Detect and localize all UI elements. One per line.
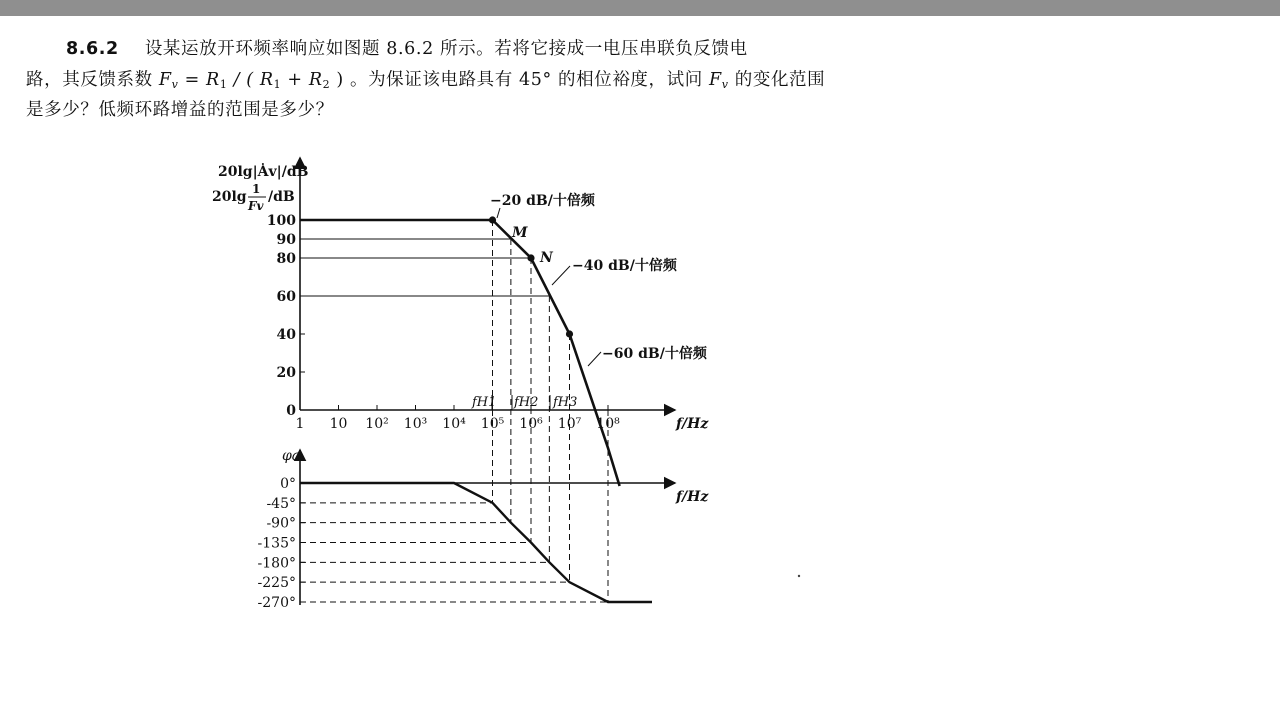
- r1b-subscript: 1: [273, 77, 282, 91]
- mag-x-tick-label: 10⁵: [480, 416, 505, 432]
- mag-x-tick-label: 1: [295, 416, 305, 432]
- phase-y-tick-label: -180°: [257, 555, 296, 572]
- mag-y-tick-label: 40: [276, 327, 296, 343]
- mag-x-tick-label: 10³: [403, 416, 428, 432]
- div-r1: / ( R: [227, 69, 274, 90]
- slope-60-label: −60 dB/十倍频: [602, 346, 707, 362]
- magnitude-marked-point: [566, 330, 573, 337]
- phase-y-tick-label: -135°: [257, 535, 296, 552]
- fv2-symbol: F: [709, 69, 722, 90]
- phase-y-tick-label: -90°: [266, 515, 296, 532]
- slope-20-label: −20 dB/十倍频: [490, 193, 595, 209]
- slope-20-leader: [497, 208, 500, 218]
- mag-axis-label-2b: /dB: [268, 189, 295, 205]
- mag-x-tick-label: 10⁸: [596, 416, 620, 432]
- fv-subscript: v: [171, 77, 179, 91]
- mag-axis-label-1: 20lg|Ȧv|/dB: [218, 164, 309, 180]
- mag-y-tick-label: 80: [276, 251, 296, 267]
- phase-y-ticks: [258, 476, 305, 611]
- fh3-label: [550, 395, 577, 410]
- mag-y-tick-label: 20: [276, 365, 296, 381]
- fh2-text: fH2: [514, 395, 539, 410]
- stray-dot: [798, 575, 800, 577]
- mag-x-tick-label: 10⁷: [557, 416, 582, 432]
- magnitude-marked-point: [489, 216, 496, 223]
- fh3-text: fH3: [553, 395, 578, 410]
- phase-y-tick-label: -45°: [266, 495, 296, 512]
- mag-x-tick-label: 10⁶: [519, 416, 543, 432]
- point-n-label: N: [540, 250, 553, 266]
- slope-40-leader: [552, 266, 570, 285]
- mag-axis-label-2a: 20lg: [212, 189, 247, 205]
- fh1-label: [471, 395, 496, 410]
- mag-x-tick-label: 10⁴: [442, 416, 466, 432]
- mag-y-tick-label: 0: [286, 403, 296, 419]
- phase-dashed-lines: [300, 503, 608, 602]
- mag-y-tick-label: 100: [266, 213, 296, 229]
- phase-y-tick-label: -225°: [257, 575, 296, 592]
- line2-end: 的变化范围: [728, 69, 826, 90]
- r1-subscript: 1: [219, 77, 228, 91]
- point-m-label: M: [512, 225, 528, 241]
- slope-60-leader: [588, 352, 601, 366]
- mag-x-tick-label: 10²: [365, 416, 389, 432]
- line2-pre: 路，其反馈系数: [26, 69, 159, 90]
- mag-y-tick-label: 60: [276, 289, 296, 305]
- r2-subscript: 2: [322, 77, 331, 91]
- mag-y-tick-label: 90: [276, 232, 296, 248]
- problem-line1-text: 设某运放开环频率响应如图题 8.6.2 所示。若将它接成一电压串联负反馈电: [144, 39, 748, 59]
- problem-line-3: 是多少？低频环路增益的范围是多少？: [26, 100, 334, 121]
- mag-x-axis-label: f/Hz: [676, 416, 709, 432]
- fv2-subscript: v: [721, 77, 729, 91]
- magnitude-marked-point: [527, 254, 534, 261]
- phase-y-tick-label: -270°: [257, 595, 296, 611]
- fv-symbol: F: [158, 69, 172, 90]
- mag-axis-label-2-num: 1: [252, 182, 261, 196]
- eq-r1: = R: [178, 69, 220, 90]
- phase-y-tick-label: 0°: [280, 476, 296, 492]
- vertical-dashed-lines: [493, 220, 609, 602]
- mag-x-tick-label: 10: [329, 416, 348, 432]
- line2-post: ) 。为保证该电路具有 45° 的相位裕度，试问: [330, 69, 709, 90]
- fh2-label: [512, 395, 538, 410]
- plus-r2: + R: [281, 69, 323, 90]
- slope-40-label: −40 dB/十倍频: [572, 258, 677, 274]
- fh1-text: fH1: [472, 395, 497, 410]
- phase-axis-label: φa: [282, 448, 301, 464]
- problem-number: 8.6.2: [66, 39, 119, 59]
- mag-axis-label-2-den: Fv: [248, 199, 264, 213]
- phase-x-axis-label: f/Hz: [676, 489, 709, 505]
